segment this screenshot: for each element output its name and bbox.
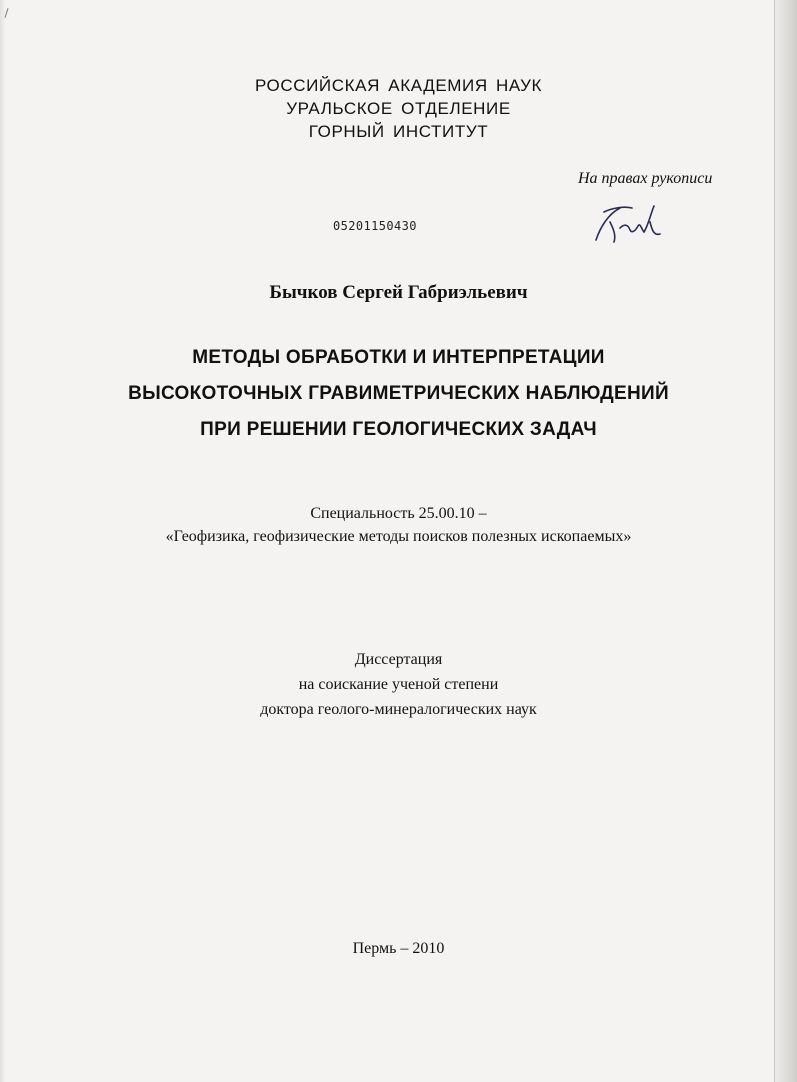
document-number: 05201150430 xyxy=(333,219,417,233)
academy-name: РОССИЙСКАЯ АКАДЕМИЯ НАУК xyxy=(254,76,543,95)
specialty-name: «Геофизика, геофизические методы поисков полезных ископаемых» xyxy=(165,528,632,545)
degree-type: Диссертация xyxy=(354,651,443,668)
title-line-3: ПРИ РЕШЕНИИ ГЕОЛОГИЧЕСКИХ ЗАДАЧ xyxy=(200,419,597,440)
title-line-2: ВЫСОКОТОЧНЫХ ГРАВИМЕТРИЧЕСКИХ НАБЛЮДЕНИЙ xyxy=(128,383,669,404)
branch-name: УРАЛЬСКОЕ ОТДЕЛЕНИЕ xyxy=(286,99,511,118)
title-line-1: МЕТОДЫ ОБРАБОТКИ И ИНТЕРПРЕТАЦИИ xyxy=(192,347,605,368)
place-and-year: Пермь – 2010 xyxy=(352,940,445,957)
degree-level: доктора геолого-минералогических наук xyxy=(260,701,537,718)
specialty-code: Специальность 25.00.10 – xyxy=(310,505,487,522)
institute-name: ГОРНЫЙ ИНСТИТУТ xyxy=(308,122,489,141)
author-name: Бычков Сергей Габриэльевич xyxy=(269,282,528,303)
signature-icon xyxy=(590,200,670,248)
manuscript-rights-note: На правах рукописи xyxy=(578,170,713,187)
degree-purpose: на соискание ученой степени xyxy=(298,676,499,693)
